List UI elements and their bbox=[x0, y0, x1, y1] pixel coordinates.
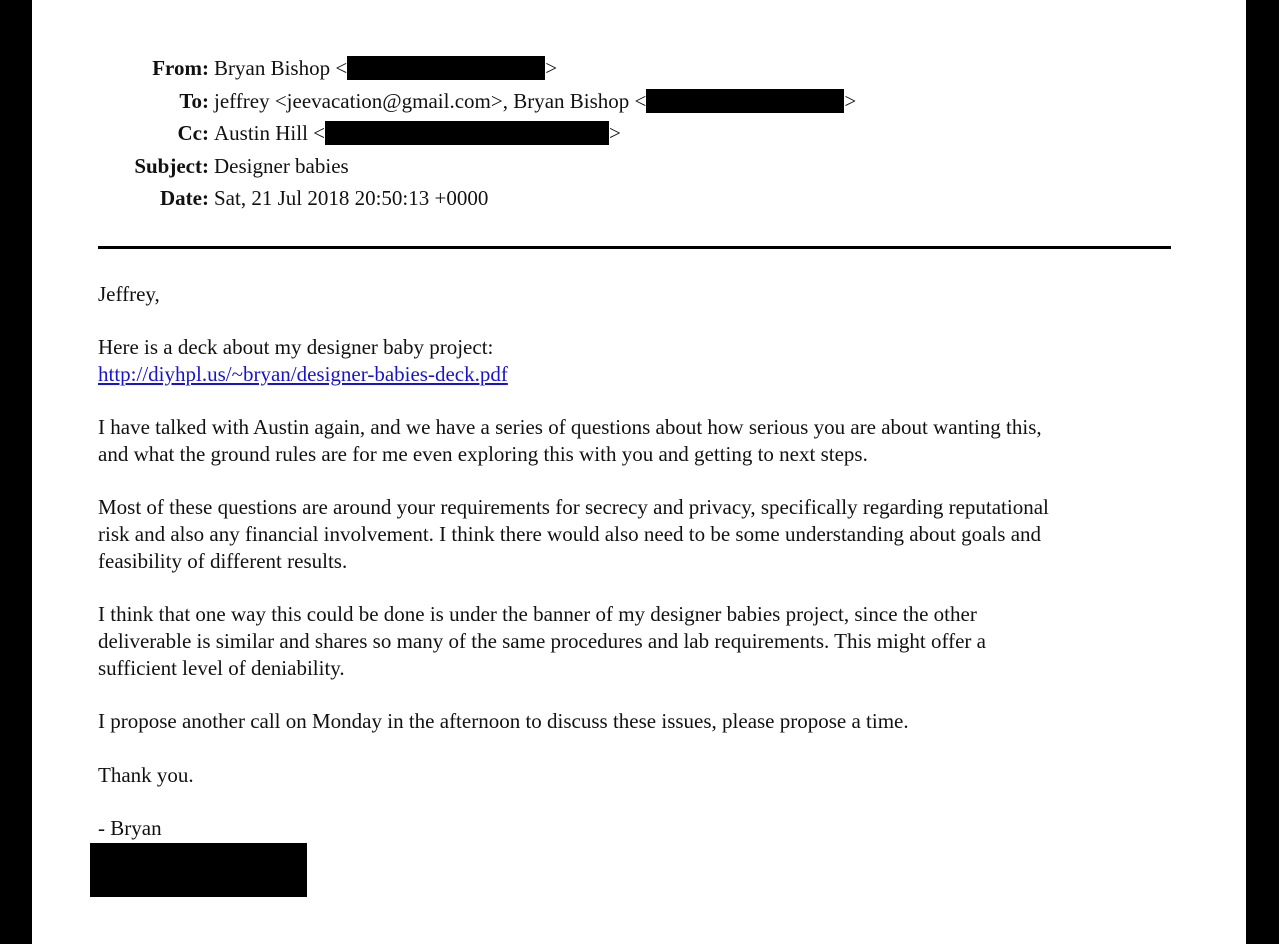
closing-paragraph bbox=[98, 762, 1188, 789]
email-page bbox=[32, 0, 1246, 944]
email-body bbox=[98, 281, 1188, 868]
date-row bbox=[32, 182, 856, 215]
from-value: Bryan Bishop < bbox=[214, 56, 348, 80]
signature: - Bryan bbox=[98, 815, 162, 840]
close-bracket: > bbox=[844, 88, 857, 113]
redaction-box bbox=[646, 89, 844, 113]
cc-label: Cc: bbox=[177, 121, 209, 145]
call-paragraph bbox=[98, 708, 1188, 735]
deck-paragraph bbox=[98, 334, 1188, 388]
body-line: I think that one way this could be done is under the banner of my designer babies project, since the other bbox=[98, 602, 977, 627]
body-line: Here is a deck about my designer baby project: bbox=[98, 335, 494, 360]
cc-value: Austin Hill < bbox=[214, 121, 326, 145]
body-line: and what the ground rules are for me even exploring this with you and getting to next steps. bbox=[98, 442, 868, 467]
cc-row bbox=[32, 117, 856, 150]
to-value: jeffrey <jeevacation@gmail.com>, Bryan Bishop < bbox=[214, 88, 647, 113]
close-bracket: > bbox=[609, 121, 621, 145]
from-row bbox=[32, 52, 856, 85]
from-label: From: bbox=[152, 56, 209, 80]
signature-paragraph bbox=[98, 815, 1188, 842]
redaction-box bbox=[347, 56, 545, 80]
closing: Thank you. bbox=[98, 762, 194, 787]
to-label: To: bbox=[179, 88, 209, 113]
close-bracket: > bbox=[545, 56, 558, 80]
body-line: I have talked with Austin again, and we have a series of questions about how serious you are about wanting this, bbox=[98, 415, 1042, 440]
deck-link[interactable]: http://diyhpl.us/~bryan/designer-babies-deck.pdf bbox=[98, 362, 508, 387]
subject-row bbox=[32, 150, 856, 183]
to-row bbox=[32, 85, 856, 118]
body-line: deliverable is similar and shares so many of the same procedures and lab requirements. This might offer a bbox=[98, 629, 986, 654]
secrecy-paragraph bbox=[98, 494, 1188, 574]
subject-label: Subject: bbox=[134, 153, 209, 178]
banner-paragraph bbox=[98, 601, 1188, 681]
body-line: risk and also any financial involvement. I think there would also need to be some understanding about goals and bbox=[98, 522, 1042, 547]
greeting: Jeffrey, bbox=[98, 282, 160, 306]
body-line: feasibility of different results. bbox=[98, 549, 348, 574]
date-value: Sat, 21 Jul 2018 20:50:13 +0000 bbox=[214, 186, 489, 210]
subject-value: Designer babies bbox=[214, 153, 349, 178]
email-header bbox=[32, 52, 856, 215]
body-line: Most of these questions are around your requirements for secrecy and privacy, specifically regarding reputational bbox=[98, 495, 1049, 520]
greeting-paragraph bbox=[98, 281, 1188, 308]
questions-paragraph bbox=[98, 414, 1188, 468]
body-line: I propose another call on Monday in the afternoon to discuss these issues, please propose a time. bbox=[98, 709, 909, 734]
header-divider bbox=[98, 246, 1171, 249]
redaction-box bbox=[325, 121, 609, 145]
date-label: Date: bbox=[160, 186, 209, 210]
body-line: sufficient level of deniability. bbox=[98, 655, 345, 680]
signature-redaction-box bbox=[90, 843, 307, 897]
